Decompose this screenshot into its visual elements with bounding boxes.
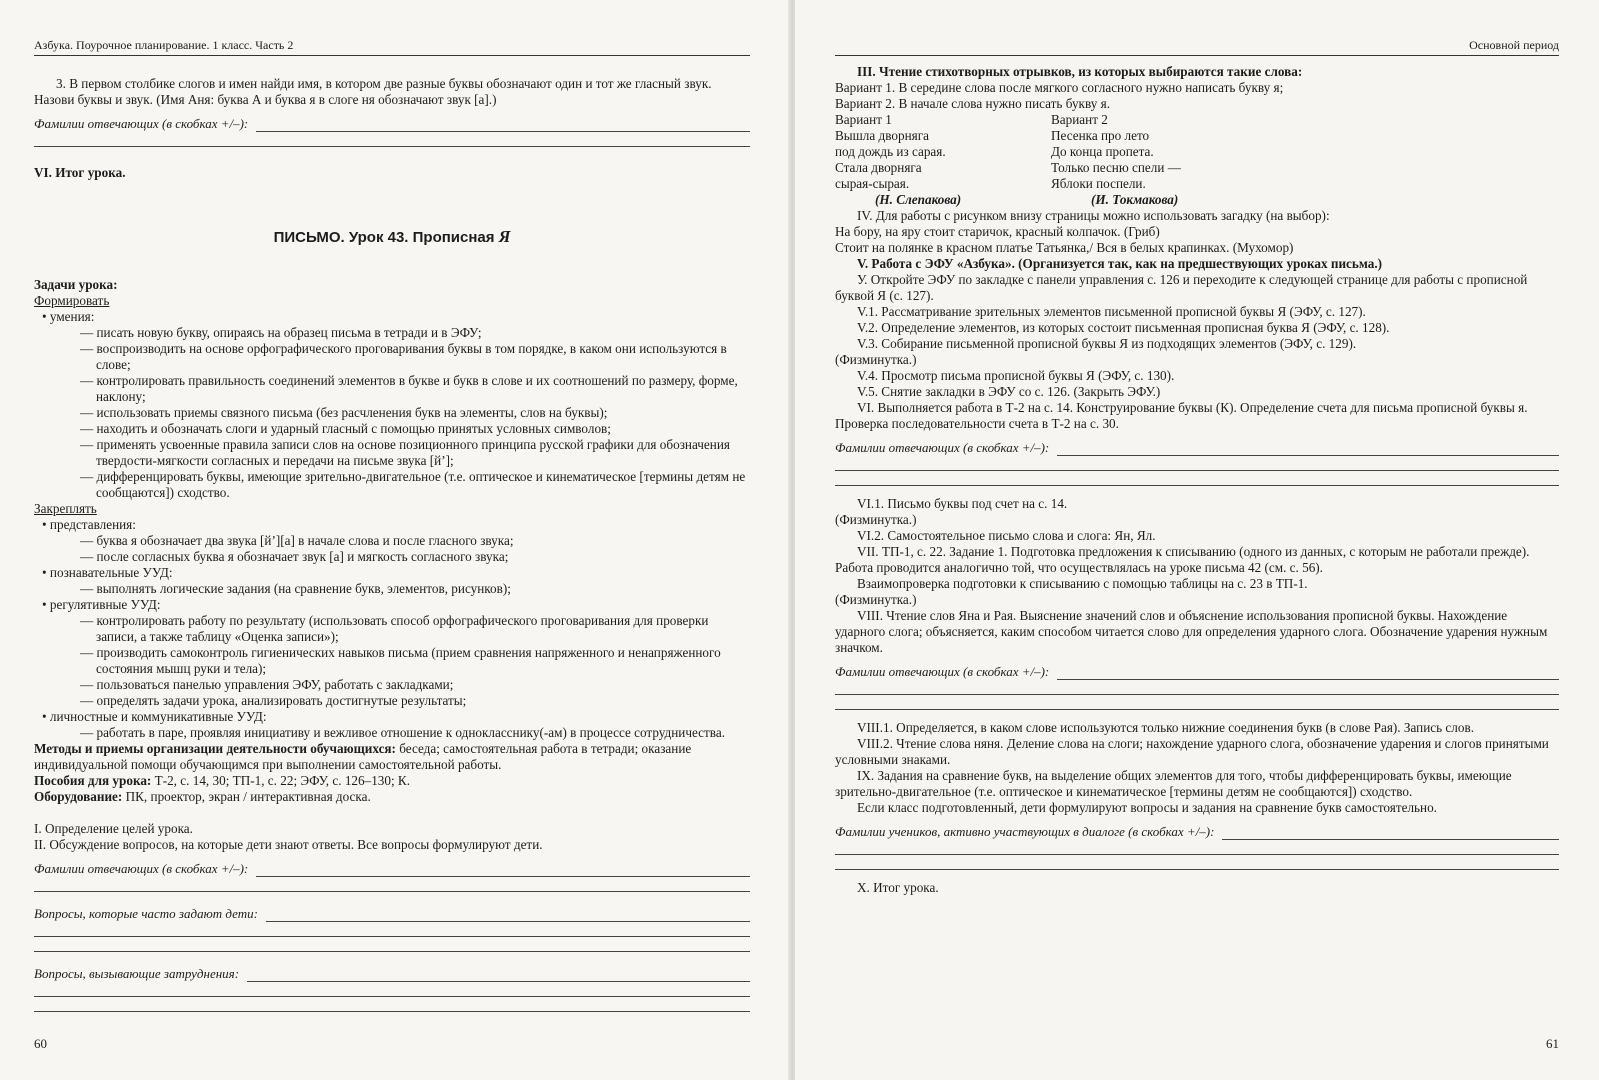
- variant-1: Вариант 1. В середине слова после мягкого согласного нужно написать букву я;: [835, 80, 1284, 95]
- answer-line[interactable]: [835, 680, 1559, 695]
- poem-line: Вариант 1: [835, 112, 892, 127]
- ideas-heading: • представления:: [42, 517, 136, 532]
- step-5-3: V.3. Собирание письменной прописной буквы Я из подходящих элементов (ЭФУ, с. 129).: [857, 336, 1357, 351]
- answer-label: Фамилии отвечающих (в скобках +/–):: [34, 116, 249, 131]
- step-5-2: V.2. Определение элементов, из которых состоит письменная прописная буква Я (ЭФУ, с. 128).: [857, 320, 1390, 335]
- step-5: V. Работа с ЭФУ «Азбука». (Организуется так, как на предшествующих уроках письма.): [857, 256, 1383, 271]
- poem-author: (И. Токмакова): [1091, 192, 1179, 207]
- step-6: VI. Итог урока.: [34, 165, 126, 180]
- fizminutka: (Физминутка.): [835, 352, 917, 367]
- poem-2: [1045, 112, 1251, 208]
- poem-line: сырая-сырая.: [835, 176, 910, 191]
- skills-list: [34, 325, 750, 501]
- questions-often-field[interactable]: [34, 906, 750, 922]
- answer-line[interactable]: [34, 937, 750, 952]
- poem-line: Песенка про лето: [1051, 128, 1150, 143]
- step-7: VII. ТП-1, с. 22. Задание 1. Подготовка предложения к списыванию (одного из данных, с которым не работали прежде). Работа проводится аналогично той, что осуществлялась на уроке письма 42 (см. с. 56).: [835, 544, 1530, 575]
- methods-text: беседа; самостоятельная работа в тетради; оказание индивидуальной помощи обучающимся при выполнении самостоятельной работы.: [34, 741, 692, 772]
- answer-label: Фамилии отвечающих (в скобках +/–):: [835, 664, 1050, 679]
- step-8-1: VIII.1. Определяется, в каком слове используются только нижние соединения букв (в слове Рая). Запись слов.: [857, 720, 1474, 735]
- poem-1: [835, 112, 1035, 208]
- questions-hard-label: Вопросы, вызывающие затруднения:: [34, 966, 240, 981]
- list-item: — дифференцировать буквы, имеющие зрительно-двигательное (т.е. оптическое и кинематическое [термины детям не сообщаются]) сходство.: [80, 469, 746, 500]
- page-number-right: 61: [1546, 1036, 1559, 1051]
- aids-label: Пособия для урока:: [34, 773, 152, 788]
- list-item: — определять задачи урока, анализировать достигнутые результаты;: [80, 693, 467, 708]
- step-2: II. Обсуждение вопросов, на которые дети знают ответы. Все вопросы формулируют дети.: [34, 837, 543, 852]
- step-5-5: V.5. Снятие закладки в ЭФУ со с. 126. (Закрыть ЭФУ.): [857, 384, 1161, 399]
- reg-heading: • регулятивные УУД:: [42, 597, 161, 612]
- lesson-title: [34, 227, 750, 247]
- step-3: III. Чтение стихотворных отрывков, из которых выбираются такие слова:: [857, 64, 1303, 79]
- page-number-left: 60: [34, 1036, 47, 1051]
- lesson-tasks: [34, 277, 750, 805]
- answer-field[interactable]: [835, 664, 1559, 680]
- fizminutka: (Физминутка.): [835, 512, 917, 527]
- active-students-label: Фамилии учеников, активно участвующих в диалоге (в скобках +/–):: [835, 824, 1215, 839]
- methods: [34, 741, 750, 773]
- step-8: VIII. Чтение слов Яна и Рая. Выяснение значений слов и объяснение использования прописной буквы. Нахождение ударного слога; объясняется, каким способом читается слово для определения ударного слога. Обозначение ударения нужным значком.: [835, 608, 1548, 655]
- answer-field[interactable]: [34, 116, 750, 132]
- active-students-field[interactable]: [835, 824, 1559, 840]
- answer-label: Фамилии отвечающих (в скобках +/–):: [34, 861, 249, 876]
- variant-2: Вариант 2. В начале слова нужно писать букву я.: [835, 96, 1110, 111]
- fizminutka: (Физминутка.): [835, 592, 917, 607]
- list-item: — производить самоконтроль гигиенических навыков письма (прием сравнения напряженного и ненапряженного состояния мышц руки и тела);: [80, 645, 721, 676]
- equipment: [34, 789, 750, 805]
- answer-field[interactable]: [34, 861, 750, 877]
- step-5-1: V.1. Рассматривание зрительных элементов письменной прописной буквы Я (ЭФУ, с. 127).: [857, 304, 1366, 319]
- answer-line[interactable]: [835, 840, 1559, 855]
- header-section: Основной период: [1469, 38, 1559, 52]
- cog-heading: • познавательные УУД:: [42, 565, 173, 580]
- list-item: — выполнять логические задания (на сравнение букв, элементов, рисунков);: [80, 581, 511, 596]
- running-header-left: [34, 38, 750, 56]
- step-9-note: Если класс подготовленный, дети формулируют вопросы и задания на сравнение букв самостоятельно.: [857, 800, 1437, 815]
- step-7-check: Взаимопроверка подготовки к списыванию с помощью таблицы на с. 23 в ТП-1.: [857, 576, 1308, 591]
- tasks-heading: Задачи урока:: [34, 277, 118, 292]
- list-item: — использовать приемы связного письма (без расчленения букв на элементы, слов на буквы);: [80, 405, 608, 420]
- list-item: — после согласных буква я обозначает звук [а] и мягкость согласного звука;: [80, 549, 509, 564]
- poem-line: Яблоки поспели.: [1051, 176, 1146, 191]
- step-1: I. Определение целей урока.: [34, 821, 193, 836]
- list-item: — пользоваться панелью управления ЭФУ, работать с закладками;: [80, 677, 454, 692]
- pers-heading: • личностные и коммуникативные УУД:: [42, 709, 267, 724]
- list-item: — воспроизводить на основе орфографического проговаривания буквы в том порядке, в каком они используются в слове;: [80, 341, 727, 372]
- answer-line[interactable]: [34, 877, 750, 892]
- answer-line[interactable]: [34, 922, 750, 937]
- answer-line[interactable]: [34, 132, 750, 147]
- poems: [835, 112, 1559, 208]
- questions-often-label: Вопросы, которые часто задают дети:: [34, 906, 258, 921]
- aids-text: Т-2, с. 14, 30; ТП-1, с. 22; ЭФУ, с. 126–130; К.: [151, 773, 411, 788]
- step-9: IX. Задания на сравнение букв, на выделение общих элементов для того, чтобы дифференцировать буквы, имеющие зрительно-двигательное (т.е. оптическое и кинематическое [термины детям не сообщаются]) сходство.: [835, 768, 1512, 799]
- step-8-2: VIII.2. Чтение слова няня. Деление слова на слоги; нахождение ударного слога, обозначение ударения и слогов принятыми условными знаками.: [835, 736, 1549, 767]
- aids: [34, 773, 750, 789]
- consolidate-heading: Закреплять: [34, 501, 97, 516]
- form-heading: Формировать: [34, 293, 110, 308]
- answer-field[interactable]: [835, 440, 1559, 456]
- list-item: — работать в паре, проявляя инициативу и вежливое отношение к однокласснику(-ам) в процессе сотрудничества.: [80, 725, 725, 740]
- step-5-text: У. Откройте ЭФУ по закладке с панели управления с. 126 и переходите к следующей странице для работы с прописной буквой Я (с. 127).: [835, 272, 1528, 303]
- poem-line: Вариант 2: [1051, 112, 1108, 127]
- answer-line[interactable]: [34, 982, 750, 997]
- lesson-letter: Я: [498, 227, 511, 246]
- answer-line[interactable]: [34, 997, 750, 1012]
- step-6-right: VI. Выполняется работа в Т-2 на с. 14. Конструирование буквы (К). Определение счета для письма прописной буквы я. Проверка последовательности счета в Т-2 на с. 30.: [835, 400, 1528, 431]
- riddle: Стоит на полянке в красном платье Татьянка,/ Вся в белых крапинках. (Мухомор): [835, 240, 1294, 255]
- skills-heading: • умения:: [42, 309, 95, 324]
- lesson-title-text: ПИСЬМО. Урок 43. Прописная: [273, 229, 495, 246]
- riddle: На бору, на яру стоит старичок, красный колпачок. (Гриб): [835, 224, 1160, 239]
- answer-line[interactable]: [835, 695, 1559, 710]
- list-item: — контролировать работу по результату (использовать способ орфографического проговаривания для проверки записи, а также таблицу «Оценка записи»);: [80, 613, 709, 644]
- step-5-4: V.4. Просмотр письма прописной буквы Я (ЭФУ, с. 130).: [857, 368, 1175, 383]
- step-6-2: VI.2. Самостоятельное письмо слова и слога: Ян, Ял.: [857, 528, 1156, 543]
- header-title: Азбука. Поурочное планирование. 1 класс. Часть 2: [34, 38, 294, 52]
- task-3: 3. В первом столбике слогов и имен найди имя, в котором две разные буквы обозначают один и тот же гласный звук. Назови буквы и звук. (Имя Аня: буква А и буква я в слоге ня обозначают звук [а].): [34, 76, 712, 107]
- right-content: [835, 64, 1559, 896]
- poem-line: До конца пропета.: [1051, 144, 1154, 159]
- poem-line: Только песню спели —: [1051, 160, 1181, 175]
- list-item: — контролировать правильность соединений элементов в букве и букв в слове и их соотношений по размеру, форме, наклону;: [80, 373, 738, 404]
- answer-line[interactable]: [835, 471, 1559, 486]
- answer-line[interactable]: [835, 855, 1559, 870]
- page-left: [0, 0, 790, 1080]
- equip-label: Оборудование:: [34, 789, 123, 804]
- poem-author: (Н. Слепакова): [875, 192, 962, 207]
- page-right: [795, 0, 1599, 1080]
- answer-line[interactable]: [835, 456, 1559, 471]
- list-item: — применять усвоенные правила записи слов на основе позиционного принципа русской графики для обозначения твердости-мягкости согласных и передачи на письме звука [й’];: [80, 437, 730, 468]
- running-header-right: [835, 38, 1559, 56]
- poem-line: Вышла дворняга: [835, 128, 929, 143]
- methods-label: Методы и приемы организации деятельности обучающихся:: [34, 741, 396, 756]
- list-item: — писать новую букву, опираясь на образец письма в тетради и в ЭФУ;: [80, 325, 482, 340]
- poem-line: под дождь из сарая.: [835, 144, 946, 159]
- list-item: — находить и обозначать слоги и ударный гласный с помощью принятых условных символов;: [80, 421, 611, 436]
- poem-line: Стала дворняга: [835, 160, 922, 175]
- step-6-1: VI.1. Письмо буквы под счет на с. 14.: [857, 496, 1068, 511]
- questions-hard-field[interactable]: [34, 966, 750, 982]
- step-10: X. Итог урока.: [857, 880, 939, 895]
- answer-label: Фамилии отвечающих (в скобках +/–):: [835, 440, 1050, 455]
- list-item: — буква я обозначает два звука [й’][а] в начале слова и после гласного звука;: [80, 533, 514, 548]
- step-4: IV. Для работы с рисунком внизу страницы можно использовать загадку (на выбор):: [857, 208, 1330, 223]
- equip-text: ПК, проектор, экран / интерактивная доска.: [122, 789, 371, 804]
